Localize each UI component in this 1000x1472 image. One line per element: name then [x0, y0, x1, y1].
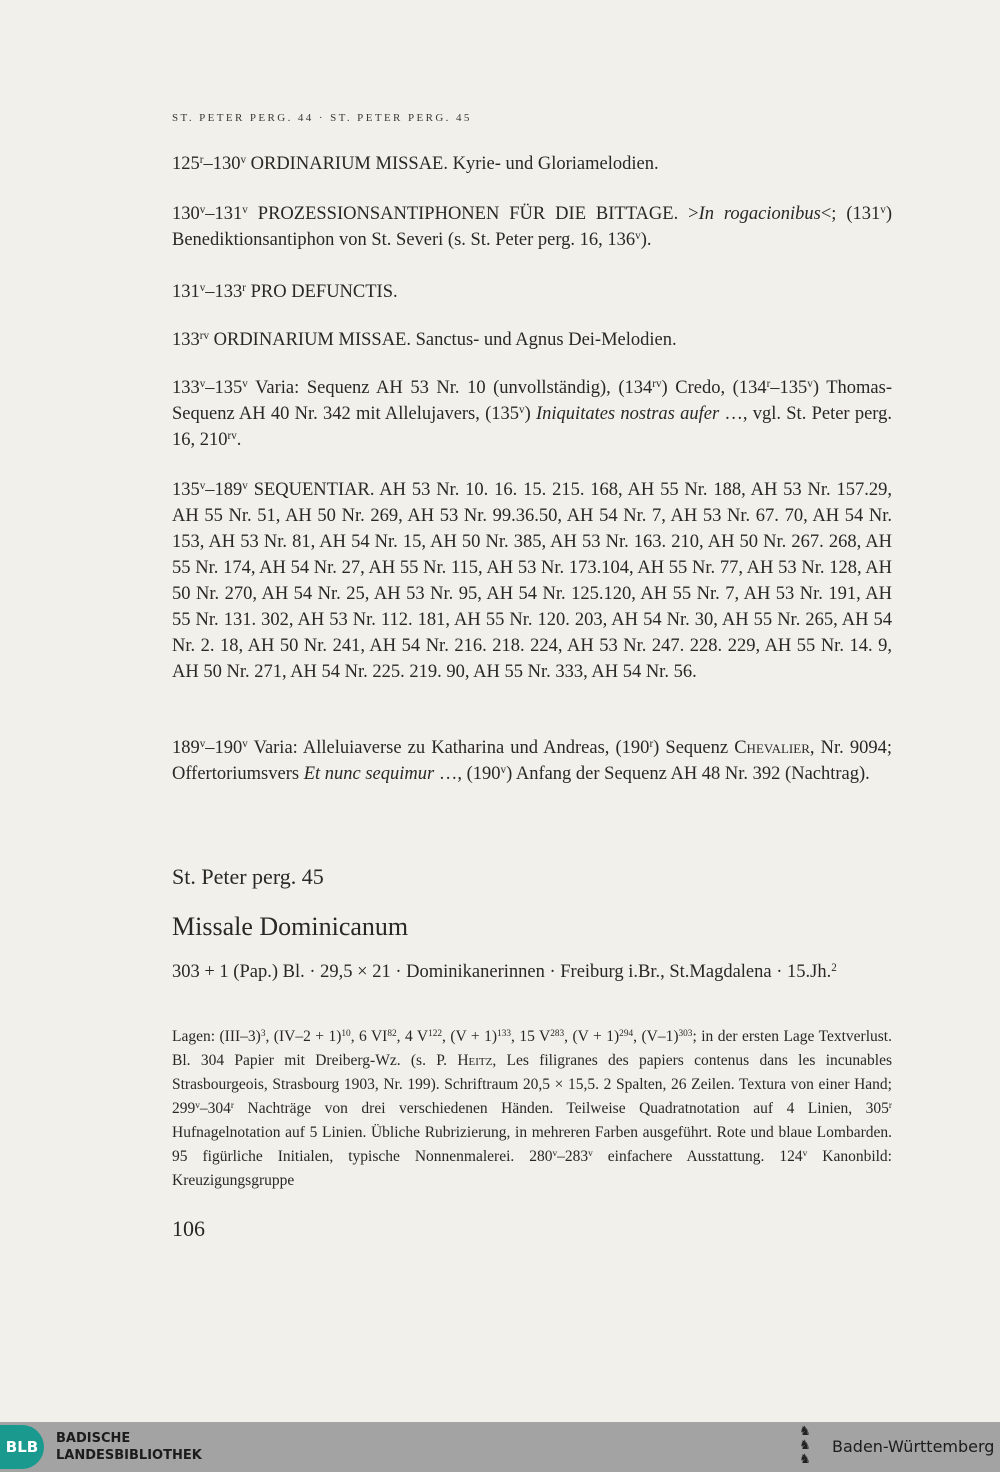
entry-pro-defunctis: [172, 279, 892, 305]
text-segment: Varia: Alleluiaverse zu Katharina und Andreas, (190: [247, 738, 650, 758]
superscript: v: [807, 377, 813, 390]
text-segment: , 15 V: [511, 1028, 551, 1045]
entry-ordinarium-kyrie: [172, 151, 892, 177]
text-segment: ORDINARIUM MISSAE. Sanctus- und Agnus Dei-Melodien.: [209, 330, 677, 350]
superscript: v: [588, 1148, 593, 1159]
text-segment: <; (131: [820, 204, 881, 224]
blb-line1: BADISCHE: [56, 1431, 131, 1446]
text-segment: , (V–1): [633, 1028, 679, 1045]
text-segment: SEQUENTIAR. AH 53 Nr. 10. 16. 15. 215. 168, AH 55 Nr. 188, AH 53 Nr. 157.29, AH 55 Nr. 51, AH 50 Nr. 269, AH 53 Nr. 99.36.50, AH 54 Nr. 7, AH 53 Nr. 67. 70, AH 54 Nr. 153, AH 53 Nr. 81, AH 54 Nr. 15, AH 50 Nr. 385, AH 53 Nr. 163. 210, AH 50 Nr. 267. 268, AH 55 Nr. 174, AH 54 Nr. 27, AH 55 Nr. 115, AH 53 Nr. 173.104, AH 55 Nr. 77, AH 53 Nr. 128, AH 50 Nr. 270, AH 54 Nr. 25, AH 53 Nr. 95, AH 54 Nr. 125.120, AH 55 Nr. 7, AH 53 Nr. 191, AH 55 Nr. 131. 302, AH 53 Nr. 112. 181, AH 55 Nr. 120. 203, AH 54 Nr. 30, AH 55 Nr. 265, AH 54 Nr. 2. 18, AH 50 Nr. 241, AH 54 Nr. 216. 218. 224, AH 53 Nr. 247. 228. 229, AH 55 Nr. 14. 9, AH 50 Nr. 271, AH 54 Nr. 225. 219. 90, AH 55 Nr. 333, AH 54 Nr. 56.: [172, 480, 892, 682]
text-segment: , 6 VI: [350, 1028, 388, 1045]
superscript: r: [242, 281, 246, 294]
text-segment: ).: [640, 230, 652, 250]
text-segment: Varia: Sequenz AH 53 Nr. 10 (unvollständig), (134: [247, 378, 653, 398]
blb-logo[interactable]: BLB: [0, 1425, 44, 1469]
superscript: 122: [428, 1028, 443, 1039]
superscript: v: [242, 377, 248, 390]
text-segment: , (V + 1): [564, 1028, 620, 1045]
text-segment: 303 + 1 (Pap.) Bl. · 29,5 × 21 · Dominikanerinnen · Freiburg i.Br., St.Magdalena · 15.Jh.: [172, 962, 832, 982]
italic-segment: Iniquitates nostras aufer: [536, 404, 720, 424]
lions-crest-icon: ♞ ♞ ♞: [799, 1424, 811, 1467]
text-segment: einfachere Ausstattung. 124: [592, 1148, 803, 1165]
text-segment: ) Credo, (134: [661, 378, 767, 398]
text-segment: PROZESSIONSANTIPHONEN FÜR DIE BITTAGE. >: [247, 204, 699, 224]
text-segment: –283: [557, 1148, 589, 1165]
text-segment: , (IV–2 + 1): [265, 1028, 342, 1045]
text-segment: ) Anfang der Sequenz AH 48 Nr. 392 (Nachtrag).: [506, 764, 870, 784]
text-segment: ORDINARIUM MISSAE. Kyrie- und Gloriamelodien.: [246, 154, 659, 174]
text-segment: …, vgl. St. Peter perg. 16, 210: [172, 404, 892, 450]
superscript: v: [199, 281, 206, 294]
text-segment: –133: [205, 282, 243, 302]
superscript: 133: [497, 1028, 511, 1039]
entry-varia-2: [172, 735, 892, 787]
text-segment: , Nr. 9094; Offertoriumsvers: [172, 738, 893, 784]
codicological-description: [172, 1025, 892, 1193]
superscript: v: [195, 1100, 200, 1111]
superscript: 283: [550, 1028, 565, 1039]
text-segment: ) Thomas-Sequenz AH 40 Nr. 342 mit Allelujavers, (135: [172, 378, 892, 424]
smallcaps-segment: Chevalier: [734, 738, 810, 758]
superscript: rv: [227, 429, 237, 442]
text-segment: –131: [205, 204, 243, 224]
text-segment: 131: [172, 282, 200, 302]
text-segment: Lagen: (III–3): [172, 1028, 261, 1045]
smallcaps-segment: Heitz: [457, 1052, 493, 1069]
footer-bar: [0, 1422, 1000, 1472]
superscript: r: [199, 153, 204, 166]
text-segment: Hufnagelnotation auf 5 Linien. Übliche Rubrizierung, in mehreren Farben ausgeführt. Rote und blaue Lombarden. 95 figürliche Initialen, typische Nonnenmalerei. 280: [172, 1124, 892, 1165]
text-segment: 135: [172, 480, 200, 500]
text-segment: Kanonbild: Kreuzigungsgruppe: [172, 1148, 892, 1189]
superscript: v: [880, 203, 886, 216]
text-segment: Nachträge von drei verschiedenen Händen. Teilweise Quadratnotation auf 4 Linien, 305: [234, 1100, 889, 1117]
superscript: r: [888, 1100, 892, 1111]
italic-segment: Et nunc sequimur: [303, 764, 435, 784]
text-segment: , (V + 1): [442, 1028, 498, 1045]
superscript: 3: [260, 1028, 266, 1039]
entry-prozessionsantiphonen: [172, 201, 892, 253]
superscript: r: [766, 377, 771, 390]
text-segment: , Les filigranes des papiers contenus dans les incunables Strasbourgeois, Strasbourg 1903, Nr. 199). Schriftraum 20,5 × 15,5. 2 Spalten, 26 Zeilen. Textura von einer Hand; 299: [172, 1052, 892, 1117]
text-segment: …, (190: [434, 764, 501, 784]
text-segment: –190: [205, 738, 243, 758]
superscript: v: [500, 763, 507, 776]
text-segment: ) Sequenz: [653, 738, 735, 758]
text-segment: , 4 V: [396, 1028, 429, 1045]
text-segment: .: [236, 430, 242, 450]
superscript: r: [230, 1100, 235, 1111]
superscript: 82: [387, 1028, 397, 1039]
text-segment: –130: [203, 154, 241, 174]
text-segment: –304: [199, 1100, 231, 1117]
superscript: 10: [341, 1028, 351, 1039]
text-segment: ; in der ersten Lage Textverlust. Bl. 304 Papier mit Dreiberg-Wz. (s. P.: [172, 1028, 892, 1069]
physical-description: [172, 959, 892, 985]
running-head: ST. PETER PERG. 44 · ST. PETER PERG. 45: [172, 112, 472, 124]
shelfmark-heading: St. Peter perg. 45: [172, 864, 324, 889]
superscript: v: [242, 203, 248, 216]
entry-sequentiar: [172, 477, 892, 685]
text-segment: 189: [172, 738, 200, 758]
superscript: v: [199, 737, 206, 750]
text-segment: 125: [172, 154, 200, 174]
superscript: v: [519, 403, 525, 416]
superscript: v: [552, 1148, 558, 1159]
superscript: 294: [619, 1028, 634, 1039]
text-segment: 130: [172, 204, 200, 224]
manuscript-title: Missale Dominicanum: [172, 912, 409, 941]
superscript: 303: [678, 1028, 693, 1039]
blb-name: [56, 1430, 202, 1464]
superscript: v: [199, 203, 206, 216]
superscript: v: [199, 479, 206, 492]
text-segment: –135: [205, 378, 243, 398]
entry-varia-1: [172, 375, 892, 453]
bw-name[interactable]: Baden-Württemberg: [832, 1437, 995, 1456]
superscript: r: [649, 737, 654, 750]
blb-line2: LANDESBIBLIOTHEK: [56, 1448, 202, 1463]
text-segment: PRO DEFUNCTIS.: [246, 282, 398, 302]
superscript: rv: [652, 377, 662, 390]
superscript: 2: [831, 961, 837, 974]
text-segment: –135: [770, 378, 808, 398]
superscript: v: [199, 377, 206, 390]
superscript: v: [242, 737, 248, 750]
text-segment: ): [524, 404, 536, 424]
superscript: v: [242, 479, 248, 492]
superscript: v: [240, 153, 246, 166]
text-segment: ) Benediktionsantiphon von St. Severi (s. St. Peter perg. 16, 136: [172, 204, 892, 250]
text-segment: 133: [172, 378, 200, 398]
superscript: v: [802, 1148, 808, 1159]
entry-ordinarium-sanctus: [172, 327, 892, 353]
text-segment: 133: [172, 330, 200, 350]
text-segment: –189: [205, 480, 243, 500]
italic-segment: In rogacionibus: [698, 204, 821, 224]
page-number: 106: [172, 1216, 205, 1241]
superscript: rv: [199, 329, 209, 342]
superscript: v: [635, 229, 641, 242]
